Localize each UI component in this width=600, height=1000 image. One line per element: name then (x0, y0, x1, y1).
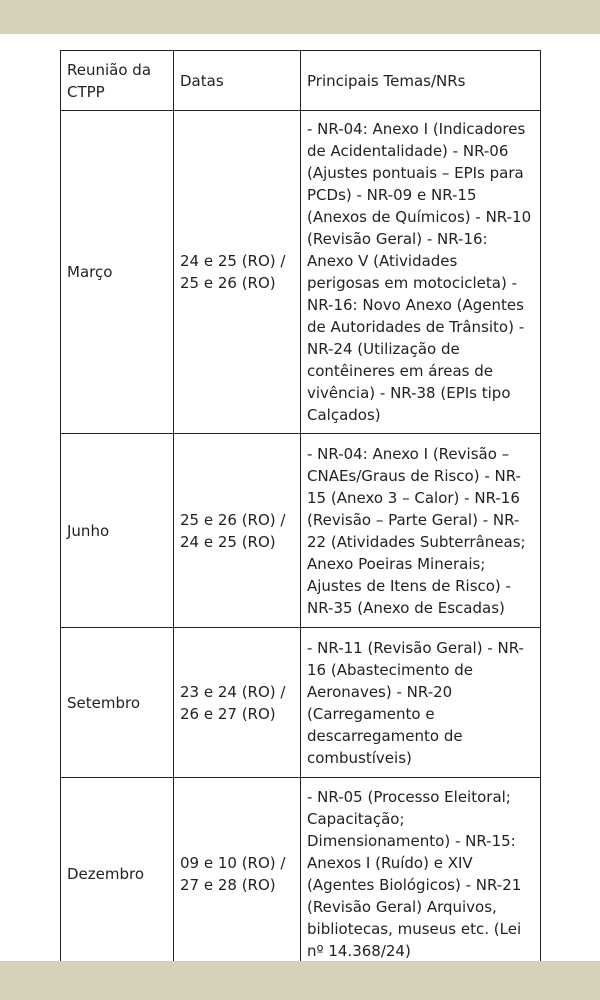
meeting-cell: Setembro (61, 628, 174, 778)
topics-cell: - NR-04: Anexo I (Indicadores de Acidentalidade) - NR-06 (Ajustes pontuais – EPIs para PCDs) - NR-09 e NR-15 (Anexos de Químicos) - NR-10 (Revisão Geral) - NR-16: Anexo V (Atividades perigosas em motocicleta) - NR-16: Novo Anexo (Agentes de Autoridades de Trânsito) - NR-24 (Utilização de contêineres em áreas de vivência) - NR-38 (EPIs tipo Calçados) (301, 111, 541, 434)
dates-cell: 23 e 24 (RO) / 26 e 27 (RO) (174, 628, 301, 778)
dates-cell: 09 e 10 (RO) / 27 e 28 (RO) (174, 778, 301, 970)
topics-cell: - NR-05 (Processo Eleitoral; Capacitação; Dimensionamento) - NR-15: Anexos I (Ruído) e XIV (Agentes Biológicos) - NR-21 (Revisão Geral) Arquivos, bibliotecas, museus etc. (Lei nº 14.368/24) (301, 778, 541, 970)
table-row (61, 434, 541, 628)
table-row (61, 111, 541, 434)
meeting-cell: Março (61, 111, 174, 434)
meeting-cell: Dezembro (61, 778, 174, 970)
dates-cell: 24 e 25 (RO) / 25 e 26 (RO) (174, 111, 301, 434)
topics-cell: - NR-11 (Revisão Geral) - NR-16 (Abastecimento de Aeronaves) - NR-20 (Carregamento e descarregamento de combustíveis) (301, 628, 541, 778)
header-topics: Principais Temas/NRs (301, 51, 541, 111)
header-dates: Datas (174, 51, 301, 111)
table-row (61, 628, 541, 778)
dates-cell: 25 e 26 (RO) / 24 e 25 (RO) (174, 434, 301, 628)
meeting-cell: Junho (61, 434, 174, 628)
table-header-row (61, 51, 541, 111)
top-band (0, 0, 600, 34)
bottom-band (0, 961, 600, 1000)
table-row (61, 778, 541, 970)
ctpp-meetings-table (60, 50, 541, 970)
header-meeting: Reunião da CTPP (61, 51, 174, 111)
topics-cell: - NR-04: Anexo I (Revisão – CNAEs/Graus de Risco) - NR-15 (Anexo 3 – Calor) - NR-16 (Revisão – Parte Geral) - NR-22 (Atividades Subterrâneas; Anexo Poeiras Minerais; Ajustes de Itens de Risco) - NR-35 (Anexo de Escadas) (301, 434, 541, 628)
